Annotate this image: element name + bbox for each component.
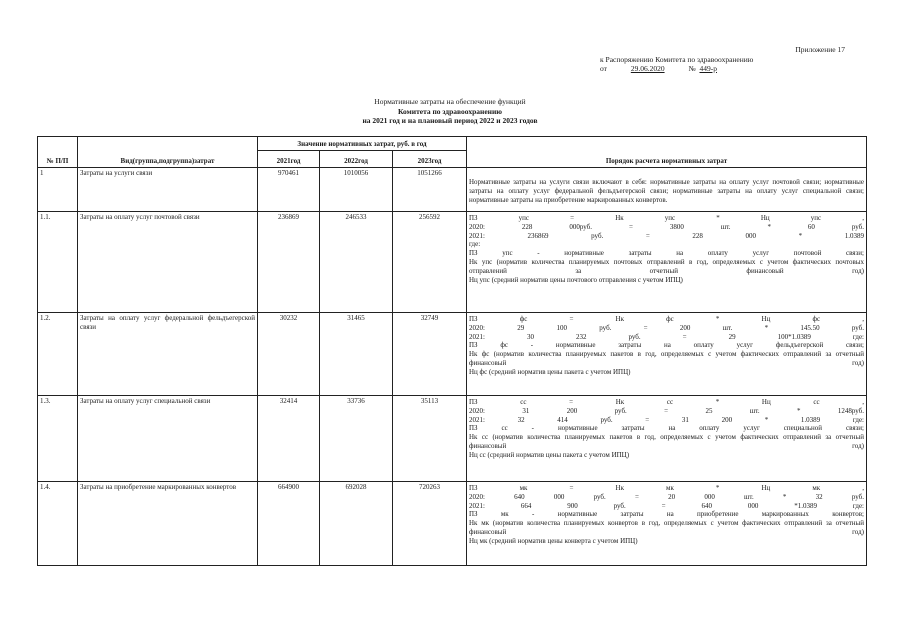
value-2022: 33736 — [320, 396, 393, 482]
appendix-order: к Распоряжению Комитета по здравоохранению — [600, 54, 754, 64]
header-2023: 2023год — [393, 151, 467, 168]
document-title — [260, 97, 640, 126]
calc-line: Нормативные затраты на услуги связи включают в себя: нормативные затраты на оплату услуг почтовой связи; нормативные затраты на оплату услуг федеральной фельдъегерской связи; нормативные затраты на оплату услуг специальной связи; нормативные затраты на приобретение маркированных конвертов. — [469, 178, 864, 204]
value-2023: 720263 — [393, 482, 467, 566]
calc-line: ПЗ мк - нормативные затраты на приобретение маркированных конвертов; — [469, 510, 864, 519]
calc-line: ПЗ сс = Нк сс * Нц сс , — [469, 398, 864, 406]
cost-type: Затраты на приобретение маркированных конвертов — [78, 482, 258, 566]
header-2022: 2022год — [320, 151, 393, 168]
calc-description — [467, 313, 867, 396]
row-number: 1.3. — [38, 396, 78, 482]
costs-table — [37, 136, 867, 566]
calc-line: Нц мк (средний норматив цены конверта с учетом ИПЦ) — [469, 536, 638, 545]
calc-line: 2020: 31 200 руб. = 25 шт. * 1248руб. — [469, 406, 864, 415]
calc-line: 2021: 30 232 руб. = 29 100*1.0389 где: — [469, 332, 864, 341]
value-2023: 35113 — [393, 396, 467, 482]
calc-line: 2021: 236869 руб. = 228 000 * 1.0389 — [469, 231, 864, 240]
title-line-1: Нормативные затраты на обеспечение функций — [374, 97, 526, 106]
calc-line: Нц упс (средний норматив цены почтового отправления с учетом ИПЦ) — [469, 275, 683, 284]
calc-description — [467, 168, 867, 212]
row-number: 1 — [38, 168, 78, 212]
cost-type: Затраты на оплату услуг почтовой связи — [78, 212, 258, 313]
appendix-date-line — [600, 64, 845, 74]
calc-line: где: — [469, 240, 481, 249]
cost-type: Затраты на оплату услуг федеральной фельдъегерской связи — [78, 313, 258, 396]
number-prefix: № — [688, 64, 696, 73]
value-2021: 32414 — [258, 396, 320, 482]
title-line-3: на 2021 год и на плановый период 2022 и 2023 годов — [362, 116, 538, 125]
appendix-block — [600, 45, 845, 74]
title-line-2: Комитета по здравоохранению — [397, 106, 503, 116]
calc-line: ПЗ сс - нормативные затраты на оплату услуг специальной связи; — [469, 424, 864, 433]
calc-description — [467, 482, 867, 566]
value-2021: 30232 — [258, 313, 320, 396]
calc-line: Нк упс (норматив количества планируемых почтовых отправлений в год, определяемых с учетом фактических почтовых отправлений за отчетный финансовый год) — [469, 257, 864, 275]
date-prefix: от — [600, 64, 607, 73]
calc-line: 2020: 228 000руб. = 3800 шт. * 60 руб. — [469, 222, 864, 231]
table-row — [38, 212, 867, 313]
header-num: № П/П — [38, 137, 78, 168]
calc-line: Нк мк (норматив количества планируемых конвертов в год, определяемых с учетом фактических отправлений за отчетный финансовый год) — [469, 519, 864, 536]
value-2023: 1051266 — [393, 168, 467, 212]
table-row — [38, 482, 867, 566]
calc-line: 2021: 664 900 руб. = 640 000 *1.0389 где: — [469, 501, 864, 510]
value-2022: 246533 — [320, 212, 393, 313]
calc-line: ПЗ упс = Нк упс * Нц упс , — [469, 214, 864, 222]
table-row — [38, 168, 867, 212]
header-calc: Порядок расчета нормативных затрат — [467, 137, 867, 168]
calc-line: ПЗ мк = Нк мк * Нц мк , — [469, 484, 864, 492]
row-number: 1.2. — [38, 313, 78, 396]
calc-line: 2020: 640 000 руб. = 20 000 шт. * 32 руб. — [469, 492, 864, 501]
calc-line: Нц фс (средний норматив цены пакета с учетом ИПЦ) — [469, 367, 631, 376]
calc-line: ПЗ фс - нормативные затраты на оплату услуг фельдъегерской связи; — [469, 341, 864, 350]
calc-line: 2021: 32 414 руб. = 31 200 * 1.0389 где: — [469, 415, 864, 424]
calc-description — [467, 396, 867, 482]
appendix-title: Приложение 17 — [795, 45, 845, 54]
value-2021: 664900 — [258, 482, 320, 566]
table-row — [38, 396, 867, 482]
header-2021: 2021год — [258, 151, 320, 168]
value-2022: 692028 — [320, 482, 393, 566]
calc-line: Нц сс (средний норматив цены пакета с учетом ИПЦ) — [469, 450, 630, 459]
row-number: 1.1. — [38, 212, 78, 313]
value-2022: 31465 — [320, 313, 393, 396]
order-date: 29.06.2020 — [630, 64, 665, 73]
calc-line: ПЗ упс - нормативные затраты на оплату услуг почтовой связи; — [469, 249, 864, 258]
value-2021: 236869 — [258, 212, 320, 313]
table-row — [38, 313, 867, 396]
row-number: 1.4. — [38, 482, 78, 566]
header-type: Вид(группа,подгруппа)затрат — [78, 137, 258, 168]
value-2023: 32749 — [393, 313, 467, 396]
value-2023: 256592 — [393, 212, 467, 313]
calc-line: 2020: 29 100 руб. = 200 шт. * 145.50 руб. — [469, 323, 864, 332]
header-values-group: Значение нормативных затрат, руб. в год — [258, 137, 467, 151]
cost-type: Затраты на услуги связи — [78, 168, 258, 212]
calc-line: ПЗ фс = Нк фс * Нц фс , — [469, 315, 864, 323]
value-2022: 1010056 — [320, 168, 393, 212]
cost-type: Затраты на оплату услуг специальной связи — [78, 396, 258, 482]
calc-line: Нк сс (норматив количества планируемых пакетов в год, определяемых с учетом фактических отправлений за отчетный финансовый год) — [469, 433, 864, 450]
calc-description — [467, 212, 867, 313]
value-2021: 970461 — [258, 168, 320, 212]
order-number: 449-р — [699, 64, 717, 73]
calc-line: Нк фс (норматив количества планируемых пакетов в год, определяемых с учетом фактических отправлений за отчетный финансовый год) — [469, 350, 864, 367]
